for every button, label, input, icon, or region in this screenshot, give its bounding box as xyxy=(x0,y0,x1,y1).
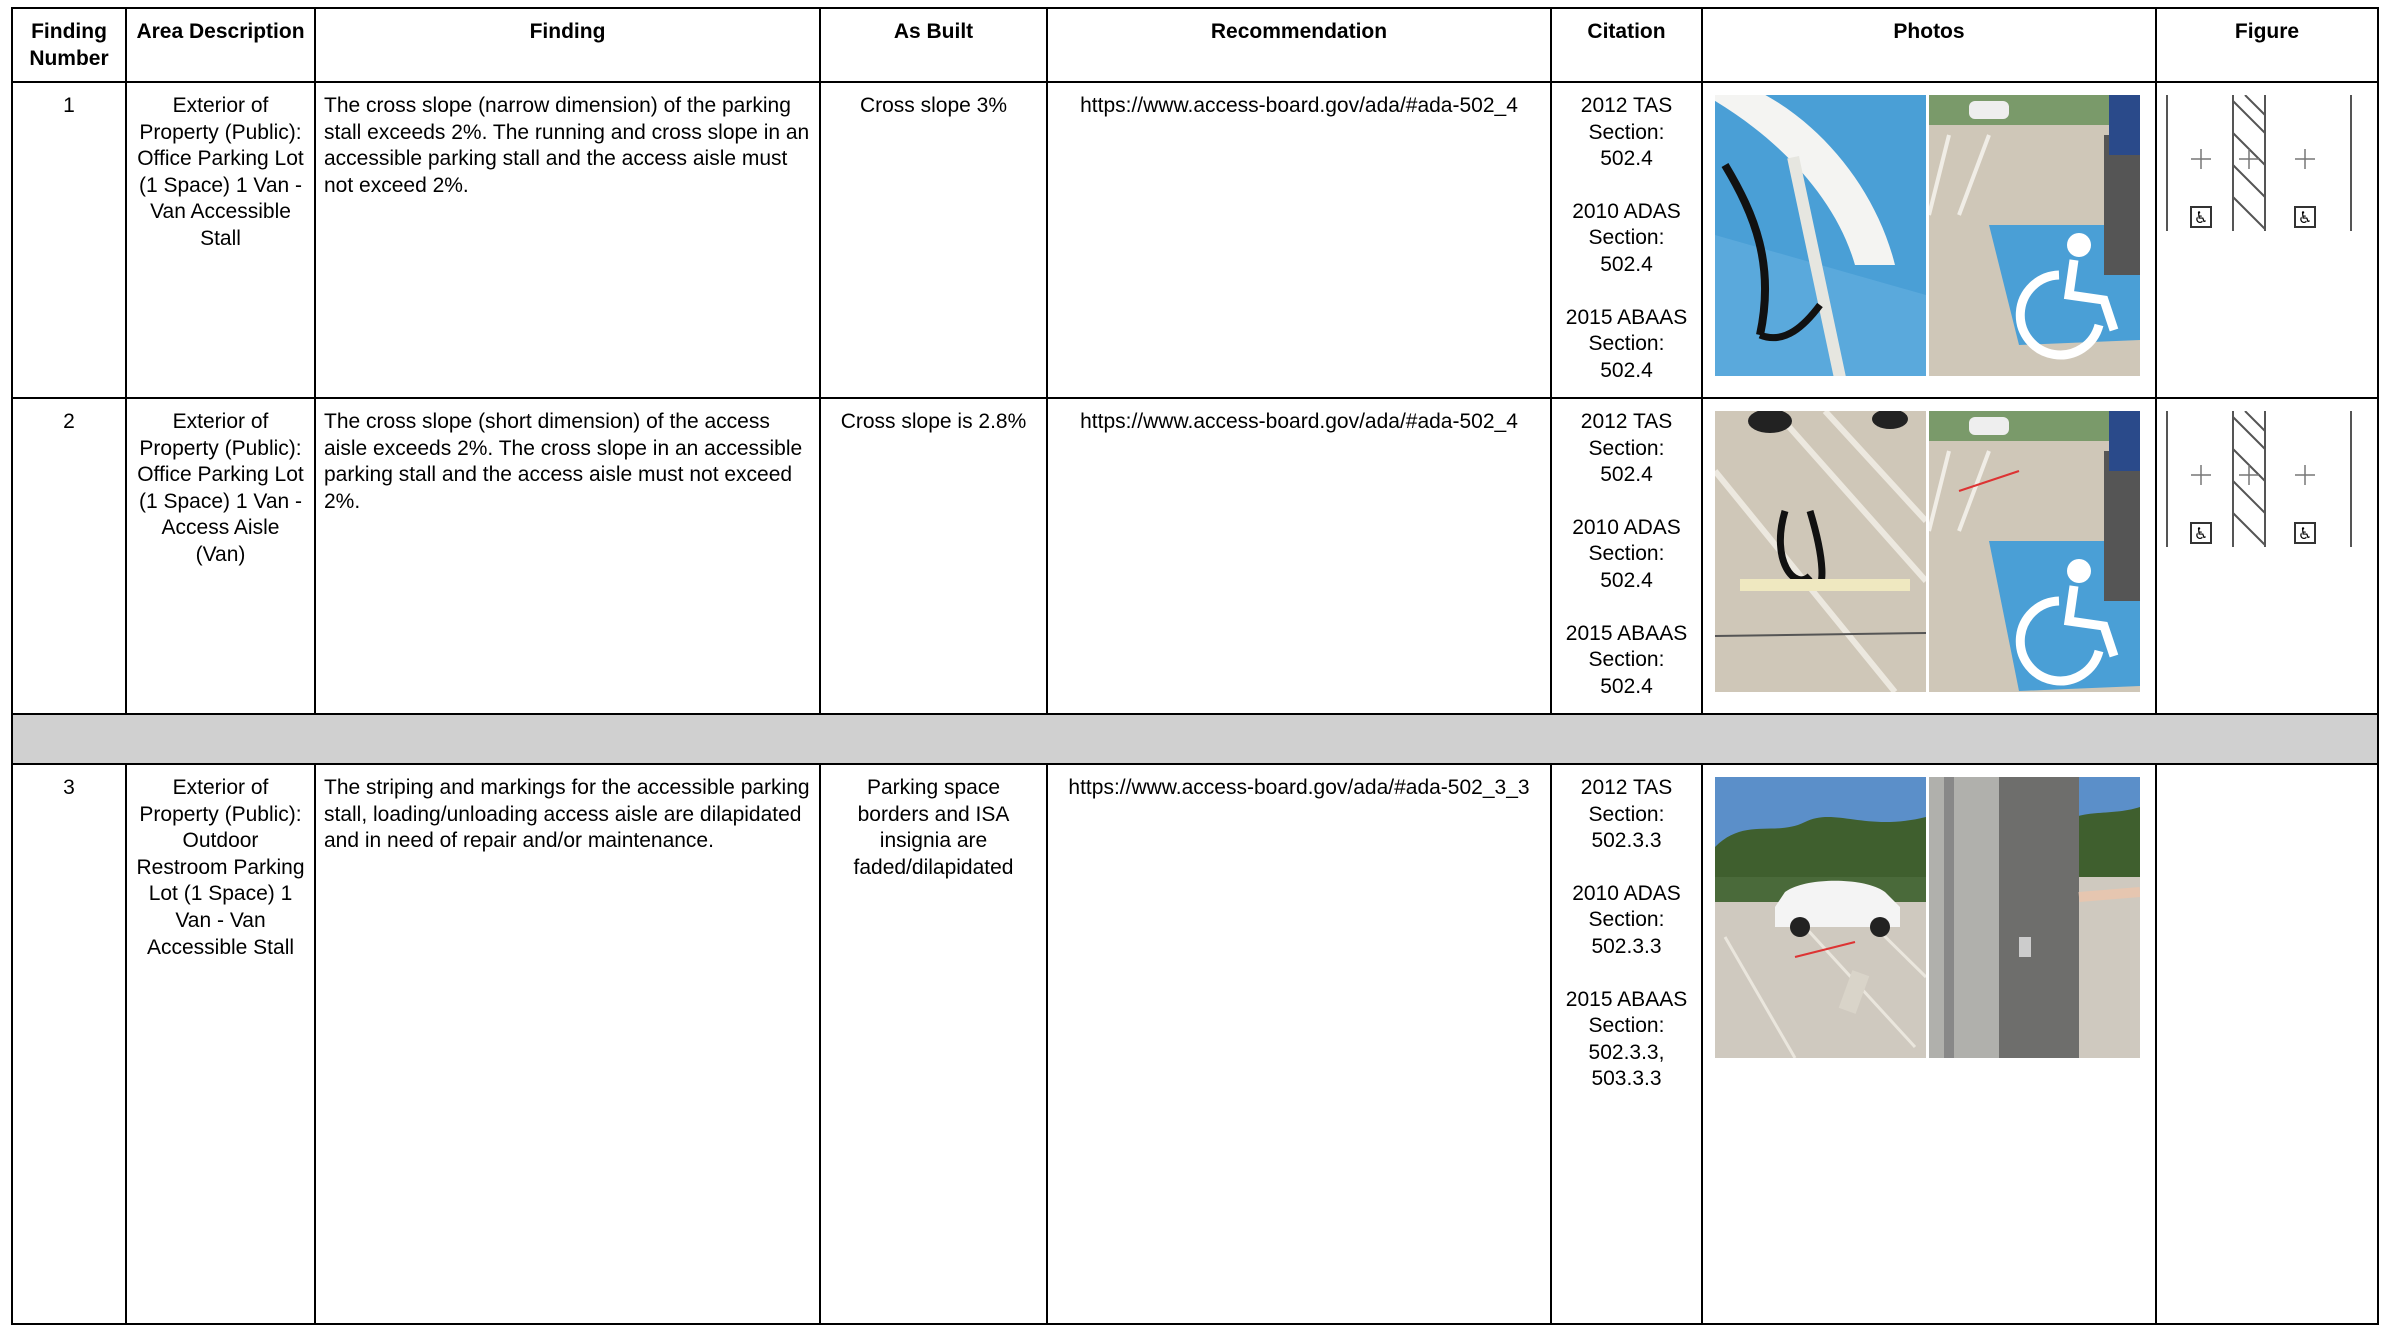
recommendation-link[interactable]: https://www.access-board.gov/ada/#ada-502_4 xyxy=(1047,398,1551,714)
citation-section-label: Section: xyxy=(1588,226,1665,250)
citation-section: 502.4 xyxy=(1600,568,1653,592)
citation-section: 502.4 xyxy=(1600,463,1653,487)
figure-cell xyxy=(2156,82,2378,398)
figure-cell xyxy=(2156,764,2378,1324)
svg-text:♿: ♿ xyxy=(2193,208,2209,227)
table-row xyxy=(12,398,2378,714)
area-description: Exterior of Property (Public): Outdoor Restroom Parking Lot (1 Space) 1 Van - Van Accessible Stall xyxy=(126,764,315,1324)
as-built: Cross slope 3% xyxy=(820,82,1047,398)
photo-restroom-door[interactable] xyxy=(1929,777,2140,1058)
citation-standard: 2015 ABAAS xyxy=(1565,987,1688,1011)
header-finding-number: Finding Number xyxy=(12,8,126,82)
svg-text:♿: ♿ xyxy=(2297,208,2313,227)
finding-text: The striping and markings for the accessible parking stall, loading/unloading access aisle are dilapidated and in need of repair and/or maintenance. xyxy=(315,764,820,1324)
citation-section-label: Section: xyxy=(1588,1014,1665,1038)
photo-isa-stall-aisle[interactable] xyxy=(1929,411,2140,692)
citation-standard: 2015 ABAAS xyxy=(1565,305,1688,329)
citation-section: 502.3.3 xyxy=(1591,934,1662,958)
citation-section-label: Section: xyxy=(1588,332,1665,356)
header-photos: Photos xyxy=(1702,8,2156,82)
citation-section: 502.3.3, 503.3.3 xyxy=(1588,1040,1665,1091)
citation-section: 502.4 xyxy=(1600,674,1653,698)
finding-text: The cross slope (short dimension) of the access aisle exceeds 2%. The cross slope in an accessible parking stall and the access aisle must not exceed 2%. xyxy=(315,398,820,714)
as-built: Parking space borders and ISA insignia are faded/dilapidated xyxy=(820,764,1047,1324)
finding-number: 2 xyxy=(12,398,126,714)
header-row xyxy=(12,8,2378,82)
findings-table xyxy=(11,7,2379,1325)
header-area-description: Area Description xyxy=(126,8,315,82)
svg-text:♿: ♿ xyxy=(2193,524,2209,543)
area-description: Exterior of Property (Public): Office Parking Lot (1 Space) 1 Van - Access Aisle (Van) xyxy=(126,398,315,714)
photo-level-on-aisle[interactable] xyxy=(1715,411,1926,692)
header-figure: Figure xyxy=(2156,8,2378,82)
separator-bar xyxy=(12,714,2378,764)
photos-cell xyxy=(1702,398,2156,714)
table-row xyxy=(12,82,2378,398)
area-description: Exterior of Property (Public): Office Parking Lot (1 Space) 1 Van - Van Accessible Stall xyxy=(126,82,315,398)
citation-standard: 2010 ADAS xyxy=(1572,881,1681,905)
photo-level-on-stripe[interactable] xyxy=(1715,95,1926,376)
citation-standard: 2010 ADAS xyxy=(1572,515,1681,539)
citation-standard: 2010 ADAS xyxy=(1572,199,1681,223)
citation-section-label: Section: xyxy=(1588,542,1665,566)
citation-section: 502.3.3 xyxy=(1591,829,1662,853)
recommendation-link[interactable]: https://www.access-board.gov/ada/#ada-502_3_3 xyxy=(1047,764,1551,1324)
parking-figure xyxy=(2157,83,2377,233)
section-separator xyxy=(12,714,2378,764)
figure-cell xyxy=(2156,398,2378,714)
photos-cell xyxy=(1702,764,2156,1324)
citation-standard: 2012 TAS xyxy=(1580,776,1673,799)
photos-cell xyxy=(1702,82,2156,398)
citation-section-label: Section: xyxy=(1588,802,1665,826)
citation-standard: 2015 ABAAS xyxy=(1565,621,1688,645)
photo-restroom-parking-lot[interactable] xyxy=(1715,777,1926,1058)
citation-section: 502.4 xyxy=(1600,358,1653,382)
citation-section: 502.4 xyxy=(1600,252,1653,276)
finding-text: The cross slope (narrow dimension) of the parking stall exceeds 2%. The running and cross slope in an accessible parking stall and the access aisle must not exceed 2%. xyxy=(315,82,820,398)
citation-standard: 2012 TAS xyxy=(1580,94,1673,117)
header-as-built: As Built xyxy=(820,8,1047,82)
photo-isa-stall[interactable] xyxy=(1929,95,2140,376)
citation-cell xyxy=(1551,82,1702,398)
as-built: Cross slope is 2.8% xyxy=(820,398,1047,714)
parking-figure xyxy=(2157,399,2377,549)
citation-cell xyxy=(1551,398,1702,714)
finding-number: 1 xyxy=(12,82,126,398)
citation-section-label: Section: xyxy=(1588,120,1665,144)
table-row xyxy=(12,764,2378,1324)
citation-section-label: Section: xyxy=(1588,436,1665,460)
header-citation: Citation xyxy=(1551,8,1702,82)
recommendation-link[interactable]: https://www.access-board.gov/ada/#ada-502_4 xyxy=(1047,82,1551,398)
citation-standard: 2012 TAS xyxy=(1580,410,1673,433)
header-recommendation: Recommendation xyxy=(1047,8,1551,82)
citation-section-label: Section: xyxy=(1588,648,1665,672)
citation-section-label: Section: xyxy=(1588,908,1665,932)
citation-section: 502.4 xyxy=(1600,147,1653,171)
citation-cell xyxy=(1551,764,1702,1324)
header-finding: Finding xyxy=(315,8,820,82)
svg-text:♿: ♿ xyxy=(2297,524,2313,543)
finding-number: 3 xyxy=(12,764,126,1324)
